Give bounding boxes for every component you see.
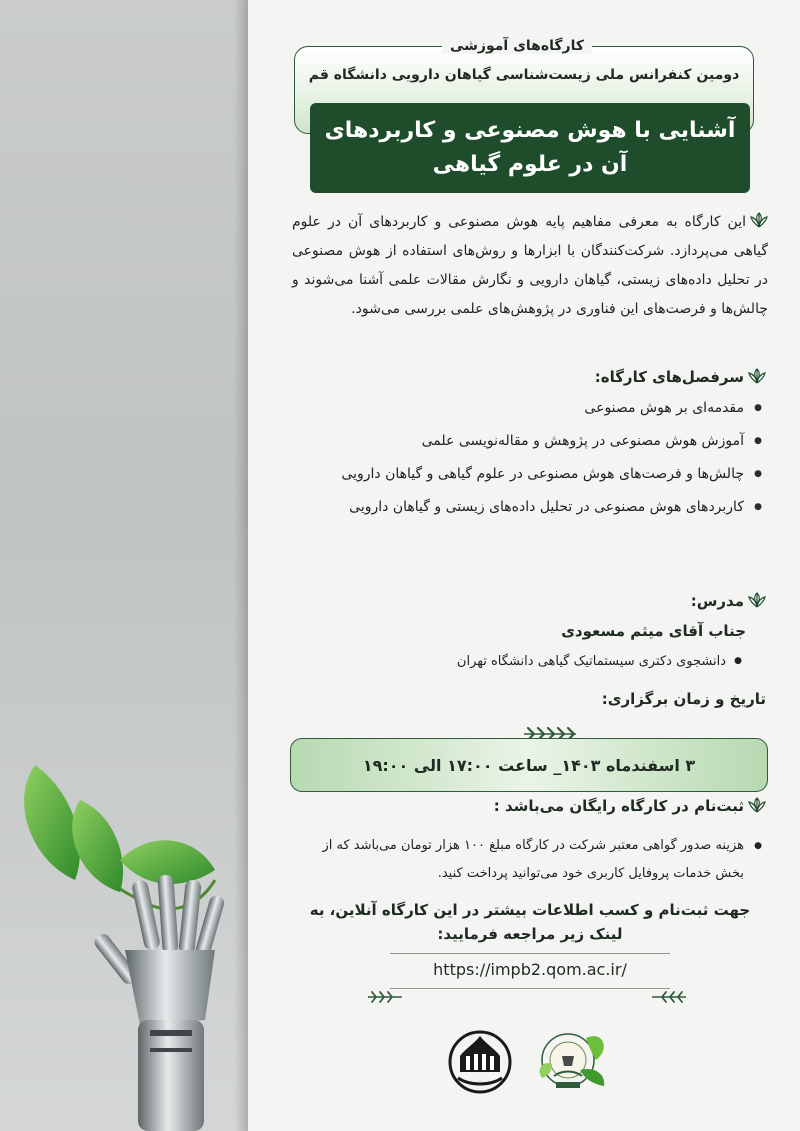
topics-title: سرفصل‌های کارگاه:	[594, 368, 744, 386]
poster-content	[262, 0, 772, 1131]
left-image-panel	[0, 0, 248, 1131]
list-item: ● کاربردهای هوش مصنوعی در تحلیل داده‌های زیستی و گیاهان دارویی	[292, 493, 768, 522]
intro-text: این کارگاه به معرفی مفاهیم پایه هوش مصنوعی و کاربردهای آن در علوم گیاهی می‌پردازد. شرکت‌کنندگان با ابزارها و روش‌های استفاده از هوش مصنوعی در تحلیل داده‌های زیستی، گیاهان دارویی و نگارش مقالات علمی آشنا می‌شوند و چالش‌ها و فرصت‌های این فناوری در پژوهش‌های علمی بررسی می‌شود.	[292, 214, 768, 317]
leaf-bullet-icon	[748, 368, 766, 384]
list-item: ● چالش‌ها و فرصت‌های هوش مصنوعی در علوم گیاهی و گیاهان دارویی	[292, 460, 768, 489]
conference-logo-icon	[534, 1020, 612, 1096]
instructor-detail: ● دانشجوی دکتری سیستماتیک گیاهی دانشگاه تهران	[457, 654, 746, 669]
leaf-bullet-icon	[748, 592, 766, 608]
panel-shadow	[234, 0, 248, 1131]
instructor-heading	[691, 592, 766, 610]
cta-text	[292, 898, 768, 946]
title-line-2: آن در علوم گیاهی	[432, 152, 628, 177]
university-logo-icon	[446, 1026, 514, 1096]
intro-paragraph	[292, 208, 768, 324]
schedule-heading: تاریخ و زمان برگزاری:	[601, 690, 766, 708]
fee-note: ● هزینه صدور گواهی معتبر شرکت در کارگاه مبلغ ۱۰۰ هزار تومان می‌باشد که از بخش خدمات پروفایل کاربری خود می‌توانید پرداخت کنید.	[292, 832, 768, 888]
registration-title: ثبت‌نام در کارگاه رایگان می‌باشد :	[493, 797, 744, 815]
instructor-name: جناب آقای میثم مسعودی	[561, 622, 746, 640]
cta-line-2: لینک زیر مراجعه فرمایید:	[437, 925, 623, 943]
title-line-1: آشنایی با هوش مصنوعی و کاربردهای	[324, 118, 736, 143]
header-label: کارگاه‌های آموزشی	[255, 38, 779, 54]
robot-hand-illustration	[0, 0, 248, 1131]
list-item: ● آموزش هوش مصنوعی در پژوهش و مقاله‌نویسی علمی	[292, 427, 768, 456]
cta-line-1: جهت ثبت‌نام و کسب اطلاعات بیشتر در این کارگاه آنلاین، به	[309, 901, 751, 919]
instructor-title: مدرس:	[690, 592, 744, 610]
topics-list	[292, 394, 768, 526]
registration-heading	[494, 797, 766, 815]
schedule-datetime: ۳ اسفندماه ۱۴۰۳_ ساعت ۱۷:۰۰ الی ۱۹:۰۰	[362, 756, 696, 775]
topics-heading	[595, 368, 766, 386]
conference-name: دومین کنفرانس ملی زیست‌شناسی گیاهان دارویی دانشگاه قم	[308, 67, 740, 83]
registration-link[interactable]: https://impb2.qom.ac.ir/	[433, 960, 627, 979]
wheat-ornament-icon	[362, 988, 692, 1006]
leaf-bullet-icon	[750, 212, 768, 228]
divider	[390, 953, 670, 954]
workshop-title	[310, 103, 750, 193]
list-item: ● مقدمه‌ای بر هوش مصنوعی	[292, 394, 768, 423]
leaf-bullet-icon	[748, 797, 766, 813]
schedule-box	[290, 738, 768, 792]
